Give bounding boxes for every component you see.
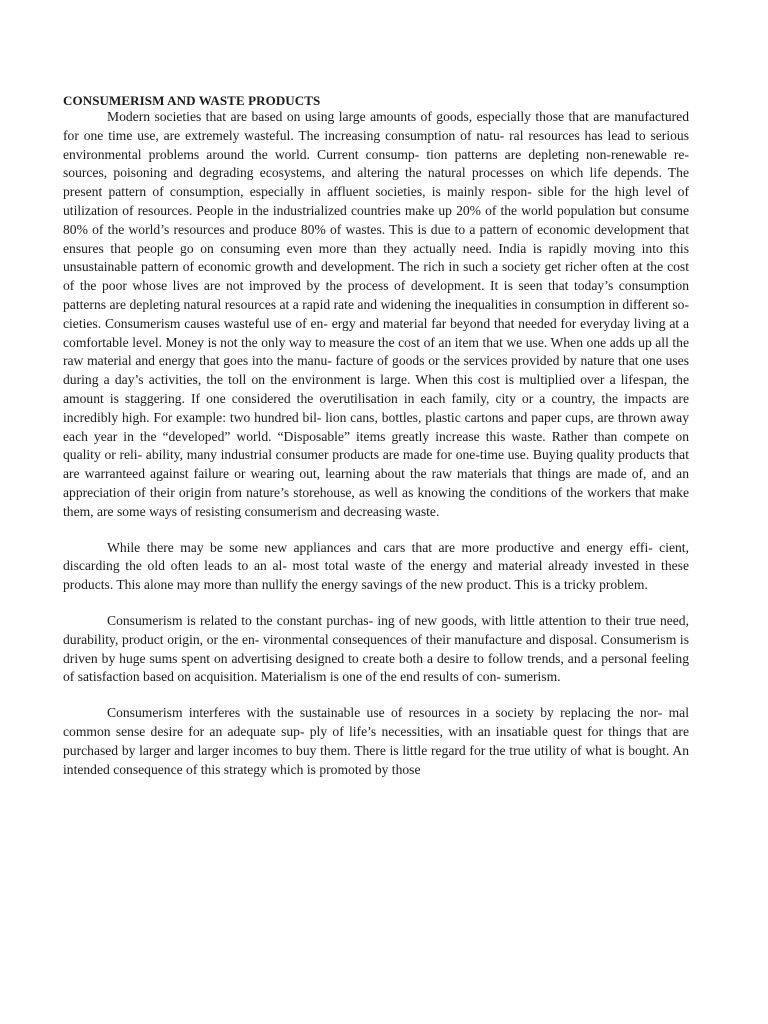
paragraph-2: While there may be some new appliances and cars that are more productive and energy effi- cient, discarding the old often leads to an al- most total waste of the energy and material already invested in these products. This alone may more than nullify the energy savings of the new product. This is a tricky problem.	[63, 539, 689, 593]
document-page	[63, 94, 689, 779]
paragraph-4: Consumerism interferes with the sustainable use of resources in a society by replacing the nor- mal common sense desire for an adequate sup- ply of life’s necessities, with an insatiable quest for things that are purchased by larger and larger incomes to buy them. There is little regard for the true utility of what is bought. An intended consequence of this strategy which is promoted by those	[63, 705, 689, 777]
paragraph-1: Modern societies that are based on using large amounts of goods, especially those that are manufactured for one time use, are extremely wasteful. The increasing consumption of natu- ral resources has lead to serious environmental problems around the world. Current consump- tion patterns are depleting non-renewable re- sources, poisoning and degrading ecosystems, and altering the natural processes on which life depends. The present pattern of consumption, especially in affluent societies, is mainly respon- sible for the high level of utilization of resources. People in the industrialized countries make up 20% of the world population but consume 80% of the world’s resources and produce 80% of wastes. This is due to a pattern of economic development that ensures that people go on consuming even more than they actually need. India is rapidly moving into this unsustainable pattern of economic growth and development. The rich in such a society get richer often at the cost of the poor whose lives are not improved by the process of development. It is seen that today’s consumption patterns are depleting natural resources at a rapid rate and widening the inequalities in consumption in different so- cieties. Consumerism causes wasteful use of en- ergy and material far beyond that needed for everyday living at a comfortable level. Money is not the only way to measure the cost of an item that we use. When one adds up all the raw material and energy that goes into the manu- facture of goods or the services provided by nature that one uses during a day’s activities, the toll on the environment is large. When this cost is multiplied over a lifespan, the amount is staggering. If one considered the overutilisation in each family, city or a country, the impacts are incredibly high. For example: two hundred bil- lion cans, bottles, plastic cartons and paper cups, are thrown away each year in the “developed” world. “Disposable” items greatly increase this waste. Rather than compete on quality or reli- ability, many industrial consumer products are made for one-time use. Buying quality products that are warranteed against failure or wearing out, learning about the raw materials that things are made of, and an appreciation of their origin from nature’s storehouse, as well as knowing the conditions of the workers that make them, are some ways of resisting consumerism and decreasing waste.	[63, 109, 689, 519]
paragraph-3: Consumerism is related to the constant purchas- ing of new goods, with little attention to their true need, durability, product origin, or the en- vironmental consequences of their manufacture and disposal. Consumerism is driven by huge sums spent on advertising designed to create both a desire to follow trends, and a personal feeling of satisfaction based on acquisition. Materialism is one of the end results of con- sumerism.	[63, 612, 689, 685]
document-title: CONSUMERISM AND WASTE PRODUCTS	[63, 93, 321, 108]
